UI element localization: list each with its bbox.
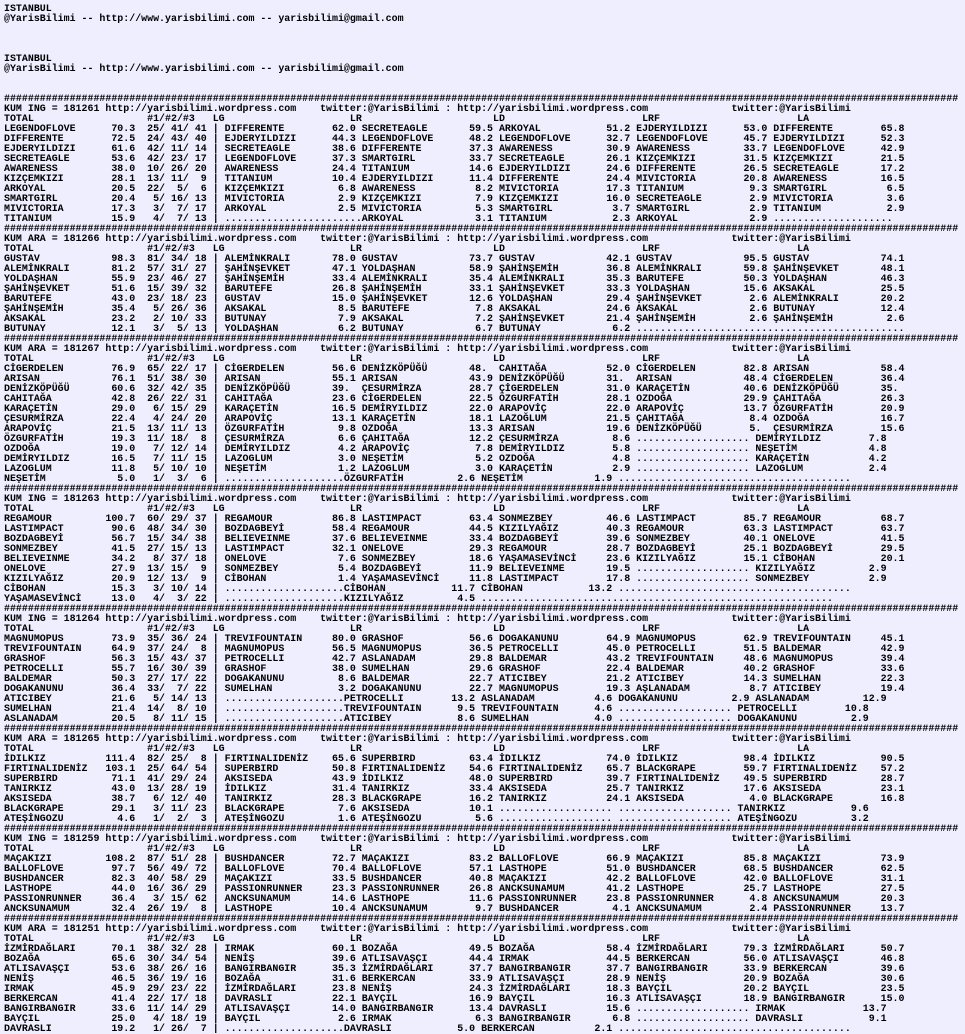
document-line: SUMELHAN 21.4 14/ 8/ 10 | ....................TREVIFOUNTAIN 9.5 TREVIFOUNTAIN 4.6 ................... PETROCELLI 10.8 (4, 703, 869, 714)
document-line: GUSTAV 98.3 81/ 34/ 18 | ALEMİNKRALI 78.0 GUSTAV 73.7 GUSTAV 42.1 GUSTAV 95.5 GUSTAV 74.1 (4, 253, 905, 264)
document-line: TITANIUM 15.9 4/ 7/ 13 | .......................ARKOYAL 3.1 TITANIUM 2.3 ARKOYAL 2.9 .................... (4, 213, 893, 224)
race-header: KUM ING = 181261 http://yarisbilimi.wordpress.com twitter:@YarisBilimi : http://yarisbilimi.wordpress.com twitter:@YarisBilimi (4, 103, 851, 114)
document-line: ÇESURMİRZA 22.4 4/ 24/ 20 | ARAPOVİÇ 13.1 KARAÇETİN 18.1 LAZOĞLUM 21.5 ÇAHITAĞA 8.4 OZDOĞA 16.7 (4, 413, 905, 424)
document-line: ŞAHİNŞEMİH 35.4 5/ 26/ 36 | AKSAKAL 8.5 BARUTEFE 7.8 AKSAKAL 24.6 AKSAKAL 2.6 BUTUNAY 12.4 (4, 303, 905, 314)
column-header: TOTAL #1/#2/#3 LG LR LD LRF LA (4, 843, 810, 854)
document-line: EJDERYILDIZI 61.6 42/ 11/ 14 | SECRETEAGLE 38.6 DIFFERENTE 37.3 AWARENESS 30.9 AWARENESS 33.7 LEGENDOFLOVE 42.9 (4, 143, 905, 154)
document-line: CİGERDELEN 76.9 65/ 22/ 17 | CİGERDELEN 56.6 DENİZKÖPÜĞÜ 48. CAHITAĞA 52.0 CİGERDELEN 82.8 ARISAN 58.4 (4, 363, 905, 374)
document-line: LAZOGLUM 11.8 5/ 10/ 10 | NEŞETİM 1.2 LAZOGLUM 3.0 KARAÇETİN 2.9 ................... LAZOGLUM 2.4 (4, 463, 887, 474)
document-line: ISTANBUL (4, 53, 52, 64)
document-line: AKSISEDA 38.7 6/ 12/ 40 | TANIRKIZ 28.3 BLACKGRAPE 16.2 TANIRKIZ 24.1 AKSISEDA 4.0 BLACKGRAPE 16.8 (4, 793, 905, 804)
document-line: TREVIFOUNTAIN 64.9 37/ 24/ 8 | MAGNUMOPUS 56.5 MAGNUMOPUS 36.5 PETROCELLI 45.0 PETROCELLI 51.5 BALDEMAR 42.9 (4, 643, 905, 654)
document-line: SECRETEAGLE 53.6 42/ 23/ 17 | LEGENDOFLOVE 37.3 SMARTGIRL 33.7 SECRETEAGLE 26.1 KIZÇEMKIZI 31.5 KIZÇEMKIZI 21.5 (4, 153, 905, 164)
race-header: KUM ING = 181263 http://yarisbilimi.wordpress.com twitter:@YarisBilimi : http://yarisbilimi.wordpress.com twitter:@YarisBilimi (4, 493, 851, 504)
document-line: KIZÇEMKIZI 28.1 13/ 11/ 9 | TITANIUM 10.4 EJDERYILDIZI 11.4 DIFFERENTE 24.4 MIVICTORIA 20.8 AWARENESS 16.5 (4, 173, 905, 184)
document-line: İZMİRDAĞLARI 70.1 38/ 32/ 28 | IRMAK 60.1 BOZAĞA 49.5 BOZAĞA 58.4 İZMİRDAĞLARI 79.3 İZMİRDAĞLARI 50.7 (4, 943, 905, 954)
column-header: TOTAL #1/#2/#3 LG LR LD LRF LA (4, 113, 810, 124)
document-line: ANCKSUNAMUM 32.4 26/ 19/ 8 | LASTHOPE 10.4 ANCKSUNAMUM 9.7 BUSHDANCER 4.1 ANCKSUNAMUM 2.4 PASSIONRUNNER 13.7 (4, 903, 905, 914)
document-line: BELIEVEINME 34.2 8/ 37/ 18 | ONELOVE 7.6 SONMEZBEY 18.6 YAŞAMASEVİNCİ 23.6 KIZILYAĞIZ 15.1 CİBOHAN 20.1 (4, 553, 905, 564)
document-line: ARISAN 76.1 51/ 38/ 30 | ARISAN 55.1 ARISAN 43.9 DENİZKÖPÜĞÜ 31. ARISAN 48.4 CİGERDELEN 36.4 (4, 373, 905, 384)
document-line: LEGENDOFLOVE 70.3 25/ 41/ 41 | DIFFERENTE 62.0 SECRETEAGLE 59.5 ARKOYAL 51.2 EJDERYILDIZI 53.0 DIFFERENTE 65.8 (4, 123, 905, 134)
document-line: CİBOHAN 15.3 3/ 10/ 14 | ....................CİBOHAN 11.7 CİBOHAN 13.2 ....................................... (4, 583, 851, 594)
document-line: DOGAKANUNU 36.4 33/ 7/ 22 | SUMELHAN 3.2 DOGAKANUNU 22.7 MAGNUMOPUS 19.3 AŞLANADAM 8.7 ATICIBEY 19.4 (4, 683, 905, 694)
document-line: BLACKGRAPE 29.1 3/ 11/ 23 | BLACKGRAPE 7.6 AKSISEDA 10.1 ................... ................... TANIRKIZ 9.6 (4, 803, 869, 814)
separator-line: ################################################################################################################################################################ (4, 223, 959, 234)
document-line: MAÇAKIZI 108.2 87/ 51/ 28 | BUSHDANCER 72.7 MAÇAKIZI 83.2 BALLOFLOVE 66.9 MAÇAKIZI 85.8 MAÇAKIZI 73.9 (4, 853, 905, 864)
document-line: SUPERBIRD 71.1 41/ 29/ 24 | AKSISEDA 43.9 İDILKIZ 48.0 SUPERBIRD 39.7 FIRTINALIDENİZ 49.5 SUPERBIRD 28.7 (4, 773, 905, 784)
document-line: BAYÇIL 25.0 4/ 18/ 19 | BAYÇIL 2.6 IRMAK 6.3 BANGIRBANGIR 6.8 ................... DAVRASLI 9.1 (4, 1013, 887, 1024)
race-header: KUM ARA = 181267 http://yarisbilimi.wordpress.com twitter:@YarisBilimi : http://yarisbilimi.wordpress.com twitter:@YarisBilimi (4, 343, 851, 354)
separator-line: ################################################################################################################################################################ (4, 823, 959, 834)
separator-line: ################################################################################################################################################################ (4, 913, 959, 924)
document-line: CAHITAĞA 42.8 26/ 22/ 31 | CAHITAĞA 23.6 CİGERDELEN 22.5 ÖZGURFATİH 28.1 OZDOĞA 29.9 ÇAHITAĞA 26.3 (4, 393, 905, 404)
document-line: FIRTINALIDENİZ 103.1 25/ 64/ 54 | SUPERBIRD 50.8 FIRTINALIDENİZ 54.6 FIRTINALIDENİZ 65.7 BLACKGRAPE 59.7 FIRTINALIDENİZ 57.2 (4, 763, 905, 774)
document-line: DIFFERENTE 72.5 24/ 43/ 40 | EJDERYILDIZI 44.3 LEGENDOFLOVE 48.2 LEGENDOFLOVE 32.7 LEGENDOFLOVE 45.7 EJDERYILDIZI 52.3 (4, 133, 905, 144)
document-line: MAGNUMOPUS 73.9 35/ 36/ 24 | TREVIFOUNTAIN 80.0 GRASHOF 56.6 DOGAKANUNU 64.9 MAGNUMOPUS 62.9 TREVIFOUNTAIN 45.1 (4, 633, 905, 644)
separator-line: ################################################################################################################################################################ (4, 723, 959, 734)
document-line: KIZILYAĞIZ 20.9 12/ 13/ 9 | CİBOHAN 1.4 YAŞAMASEVİNCİ 11.8 LASTIMPACT 17.8 ................... SONMEZBEY 2.9 (4, 573, 887, 584)
document-line: GRASHOF 56.3 15/ 43/ 37 | PETROCELLI 42.7 ASLANADAM 29.8 BALDEMAR 43.2 TREVIFOUNTAIN 48.6 MAGNUMOPUS 39.4 (4, 653, 905, 664)
document-line: OZDOĞA 19.0 7/ 12/ 14 | DEMİRYILDIZ 4.2 ARAPOVİÇ 7.8 DEMİRYILDIZ 5.8 ................... NEŞETİM 4.8 (4, 443, 887, 454)
document-line: ATICIBEY 21.6 5/ 14/ 13 | ....................PETROCELLI 13.2 ASLANADAM 4.6 DOGAKANUNU 2.9 ASLANADAM 12.9 (4, 693, 887, 704)
document-line: ALEMİNKRALI 81.2 57/ 31/ 27 | ŞAHİNŞEVKET 47.1 YOLDAŞHAN 58.9 ŞAHİNŞEMİH 36.8 ALEMİNKRALI 59.8 ŞAHİNŞEVKET 48.1 (4, 263, 905, 274)
race-header: KUM ARA = 181251 http://yarisbilimi.wordpress.com twitter:@YarisBilimi : http://yarisbilimi.wordpress.com twitter:@YarisBilimi (4, 923, 851, 934)
separator-line: ################################################################################################################################################################ (4, 93, 959, 104)
document-line: ARAPOVİÇ 21.5 13/ 11/ 13 | ÖZGURFATİH 9.8 OZDOĞA 13.3 ARISAN 19.6 DENİZKÖPÜĞÜ 5. ÇESURMİRZA 15.6 (4, 423, 905, 434)
document-line: @YarisBilimi -- http://www.yarisbilimi.com -- yarisbilimi@gmail.com (4, 13, 404, 24)
race-header: KUM ING = 181259 http://yarisbilimi.wordpress.com twitter:@YarisBilimi : http://yarisbilimi.wordpress.com twitter:@YarisBilimi (4, 833, 851, 844)
separator-line: ################################################################################################################################################################ (4, 333, 959, 344)
race-header: KUM ING = 181264 http://yarisbilimi.wordpress.com twitter:@YarisBilimi : http://yarisbilimi.wordpress.com twitter:@YarisBilimi (4, 613, 851, 624)
document-line: DENİZKÖPÜĞÜ 60.6 32/ 42/ 35 | DENİZKÖPÜĞÜ 39. ÇESURMİRZA 28.7 ÇİGERDELEN 31.0 KARAÇETİN 40.6 DENİZKÖPÜĞÜ 35. (4, 383, 899, 394)
results-text (4, 4, 961, 1034)
document-line: BANGIRBANGIR 33.6 11/ 14/ 29 | ATLISAVAŞÇI 14.0 BANGIRBANGIR 13.4 DAVRASLI 15.6 ................... IRMAK 13.7 (4, 1003, 887, 1014)
document-line: ŞAHİNŞEVKET 51.6 15/ 39/ 32 | BARUTEFE 26.8 ŞAHİNŞEMİH 33.1 ŞAHİNŞEVKET 33.3 YOLDAŞHAN 15.6 AKSAKAL 25.5 (4, 283, 905, 294)
document-line: NEŞETİM 5.0 1/ 3/ 6 | ....................ÖZGURFATİH 2.6 NEŞETİM 1.9 ....................................... (4, 473, 851, 484)
document-line: ARKOYAL 20.5 22/ 5/ 6 | KIZÇEMKIZI 6.8 AWARENESS 8.2 MIVICTORIA 17.3 TITANIUM 9.3 SMARTGIRL 6.5 (4, 183, 905, 194)
document-line: BARUTEFE 43.0 23/ 18/ 23 | GUSTAV 15.0 ŞAHİNŞEVKET 12.6 YOLDAŞHAN 29.4 ŞAHİNŞEVKET 2.6 ALEMİNKRALI 20.2 (4, 293, 905, 304)
document-line: BOZDAGBEYİ 56.7 15/ 34/ 38 | BELIEVEINME 37.6 BELIEVEINME 33.4 BOZDAGBEYİ 39.6 SONMEZBEY 40.1 ONELOVE 41.5 (4, 533, 905, 544)
document-line: BALDEMAR 50.3 27/ 17/ 22 | DOGAKANUNU 8.6 BALDEMAR 22.7 ATICIBEY 21.2 ATICIBEY 14.3 SUMELHAN 22.3 (4, 673, 905, 684)
document-line: AKSAKAL 23.2 2/ 10/ 33 | BUTUNAY 7.9 AKSAKAL 7.2 ŞAHİNŞEVKET 21.4 ŞAHİNŞEMİH 2.6 ŞAHİNŞEMİH 2.6 (4, 313, 905, 324)
column-header: TOTAL #1/#2/#3 LG LR LD LRF LA (4, 503, 810, 514)
separator-line: ################################################################################################################################################################ (4, 603, 959, 614)
document-line: MIVICTORIA 17.3 3/ 7/ 17 | ARKOYAL 2.5 MIVICTORIA 5.3 SMARTGIRL 3.7 SMARTGIRL 2.9 TITANIUM 2.9 (4, 203, 905, 214)
column-header: TOTAL #1/#2/#3 LG LR LD LRF LA (4, 933, 810, 944)
document-line: ONELOVE 27.9 13/ 15/ 9 | SONMEZBEY 5.4 BOZDAGBEYİ 11.9 BELIEVEINME 19.5 ................... KIZILYAĞIZ 2.9 (4, 563, 887, 574)
document-line: DEMİRYILDIZ 16.5 7/ 11/ 15 | LAZOGLUM 3.0 NEŞETİM 5.2 OZDOĞA 4.8 ................... KARAÇETİN 4.2 (4, 453, 887, 464)
document-line: SONMEZBEY 41.5 27/ 15/ 13 | LASTIMPACT 32.1 ONELOVE 29.3 REGAMOUR 28.7 BOZDAGBEYİ 25.1 BOZDAGBEYİ 29.5 (4, 543, 905, 554)
document-line: TANIRKIZ 43.0 13/ 28/ 19 | İDILKIZ 31.4 TANIRKIZ 33.4 AKSISEDA 25.7 TANIRKIZ 17.6 AKSISEDA 23.1 (4, 783, 905, 794)
document-line: İDILKIZ 111.4 82/ 25/ 8 | FIRTINALIDENİZ 65.6 SUPERBIRD 63.4 İDILKIZ 74.0 İDILKIZ 98.4 İDILKIZ 90.5 (4, 753, 905, 764)
document-line: @YarisBilimi -- http://www.yarisbilimi.com -- yarisbilimi@gmail.com (4, 63, 404, 74)
document-line: SMARTGIRL 20.4 5/ 16/ 13 | MIVICTORIA 2.9 KIZÇEMKIZI 7.9 KIZÇEMKIZI 16.0 SECRETEAGLE 2.9 MIVICTORIA 3.6 (4, 193, 905, 204)
column-header: TOTAL #1/#2/#3 LG LR LD LRF LA (4, 353, 810, 364)
document-line: DAVRASLI 19.2 1/ 26/ 7 | ....................DAVRASLI 5.0 BERKERCAN 2.1 ....................................... (4, 1023, 851, 1034)
document-line: LASTIMPACT 90.6 48/ 34/ 30 | BOZDAGBEYİ 58.4 REGAMOUR 44.5 KIZILYAĞIZ 40.3 REGAMOUR 63.3 LASTIMPACT 63.7 (4, 523, 905, 534)
document-line: YAŞAMASEVİNCİ 13.0 4/ 3/ 22 | ....................KIZILYAĞIZ 4.5 ........................................................... (4, 593, 833, 604)
column-header: TOTAL #1/#2/#3 LG LR LD LRF LA (4, 743, 810, 754)
document-line: KARAÇETİN 29.0 6/ 15/ 29 | KARAÇETİN 16.5 DEMİRYILDIZ 22.0 ARAPOVİÇ 22.0 ARAPOVİÇ 13.7 ÖZGURFATİH 20.9 (4, 403, 905, 414)
document-line: BOZAĞA 65.6 30/ 34/ 54 | NENİŞ 39.6 ATLISAVAŞÇI 44.4 IRMAK 44.5 BERKERCAN 56.0 ATLISAVAŞÇI 46.8 (4, 953, 905, 964)
document-line: ÖZGURFATİH 19.3 11/ 18/ 8 | ÇESURMİRZA 6.6 ÇAHITAĞA 12.2 ÇESURMİRZA 8.6 ................... DEMİRYILDIZ 7.8 (4, 433, 887, 444)
column-header: TOTAL #1/#2/#3 LG LR LD LRF LA (4, 623, 810, 634)
document-line: ATLISAVAŞÇI 53.6 38/ 26/ 16 | BANGIRBANGIR 35.3 İZMİRDAĞLARI 37.7 BANGIRBANGIR 37.7 BANGIRBANGIR 33.9 BERKERCAN 39.6 (4, 963, 905, 974)
document-line: YOLDAŞHAN 55.9 23/ 46/ 27 | ŞAHİNŞEMİH 33.4 ALEMİNKRALI 35.4 ALEMİNKRALI 35.3 BARUTEFE 50.3 YOLDAŞHAN 46.3 (4, 273, 905, 284)
document-line: ISTANBUL (4, 3, 52, 14)
document-line: PASSIONRUNNER 36.4 3/ 15/ 62 | ANCKSUNAMUM 14.6 LASTHOPE 11.6 PASSIONRUNNER 23.8 PASSIONRUNNER 4.8 ANCKSUNAMUM 20.3 (4, 893, 905, 904)
document-line: REGAMOUR 100.7 60/ 29/ 37 | REGAMOUR 86.8 LASTIMPACT 63.4 SONMEZBEY 46.6 LASTIMPACT 85.7 REGAMOUR 68.7 (4, 513, 905, 524)
document-line: NENİŞ 46.5 36/ 19/ 16 | BOZAĞA 31.6 BERKERCAN 33.9 ATLISAVAŞÇI 28.9 NENİŞ 20.9 BOZAĞA 30.6 (4, 973, 905, 984)
document-line: PETROCELLI 55.7 16/ 30/ 39 | GRASHOF 38.0 SUMELHAN 29.6 GRASHOF 22.4 BALDEMAR 40.2 GRASHOF 33.6 (4, 663, 905, 674)
race-header: KUM ARA = 181266 http://yarisbilimi.wordpress.com twitter:@YarisBilimi : http://yarisbilimi.wordpress.com twitter:@YarisBilimi (4, 233, 851, 244)
document-line: BUSHDANCER 82.3 40/ 58/ 29 | MAÇAKIZI 33.5 BUSHDANCER 40.8 MAÇAKIZI 42.2 BALLOFLOVE 42.0 BALLOFLOVE 31.1 (4, 873, 905, 884)
document-line: ASLANADAM 20.5 8/ 11/ 15 | ....................ATICIBEY 8.6 SUMELHAN 4.0 ................... DOGAKANUNU 2.9 (4, 713, 869, 724)
document-line: BALLOFLOVE 97.7 56/ 49/ 72 | BALLOFLOVE 70.4 BALLOFLOVE 57.1 LASTHOPE 51.0 BUSHDANCER 68.5 BUSHDANCER 62.5 (4, 863, 905, 874)
separator-line: ################################################################################################################################################################ (4, 483, 959, 494)
document-line: AWARENESS 38.0 10/ 26/ 20 | AWARENESS 24.4 TITANIUM 14.6 EJDERYILDIZI 24.6 DIFFERENTE 26.5 SECRETEAGLE 17.2 (4, 163, 905, 174)
document-line: LASTHOPE 44.0 16/ 36/ 29 | PASSIONRUNNER 23.3 PASSIONRUNNER 26.8 ANCKSUNAMUM 41.2 LASTHOPE 25.7 LASTHOPE 27.5 (4, 883, 905, 894)
document-line: IRMAK 45.9 29/ 23/ 22 | İZMİRDAĞLARI 23.8 NENİŞ 24.3 İZMİRDAĞLARI 18.3 BAYÇIL 20.2 BAYÇIL 23.5 (4, 983, 905, 994)
document-line: ATEŞİNGOZU 4.6 1/ 2/ 3 | ATEŞİNGOZU 1.6 ATEŞİNGOZU 5.6 ................... ................... ATEŞİNGOZU 3.2 (4, 813, 869, 824)
race-header: KUM ARA = 181265 http://yarisbilimi.wordpress.com twitter:@YarisBilimi : http://yarisbilimi.wordpress.com twitter:@YarisBilimi (4, 733, 851, 744)
document-line: BERKERCAN 41.4 22/ 17/ 18 | DAVRASLI 22.1 BAYÇIL 16.9 BAYÇIL 16.3 ATLISAVAŞÇI 18.9 BANGIRBANGIR 15.0 (4, 993, 905, 1004)
document-line: BUTUNAY 12.1 3/ 5/ 13 | YOLDAŞHAN 6.2 BUTUNAY 6.7 BUTUNAY 6.2 ............................................. (4, 323, 905, 334)
column-header: TOTAL #1/#2/#3 LG LR LD LRF LA (4, 243, 810, 254)
